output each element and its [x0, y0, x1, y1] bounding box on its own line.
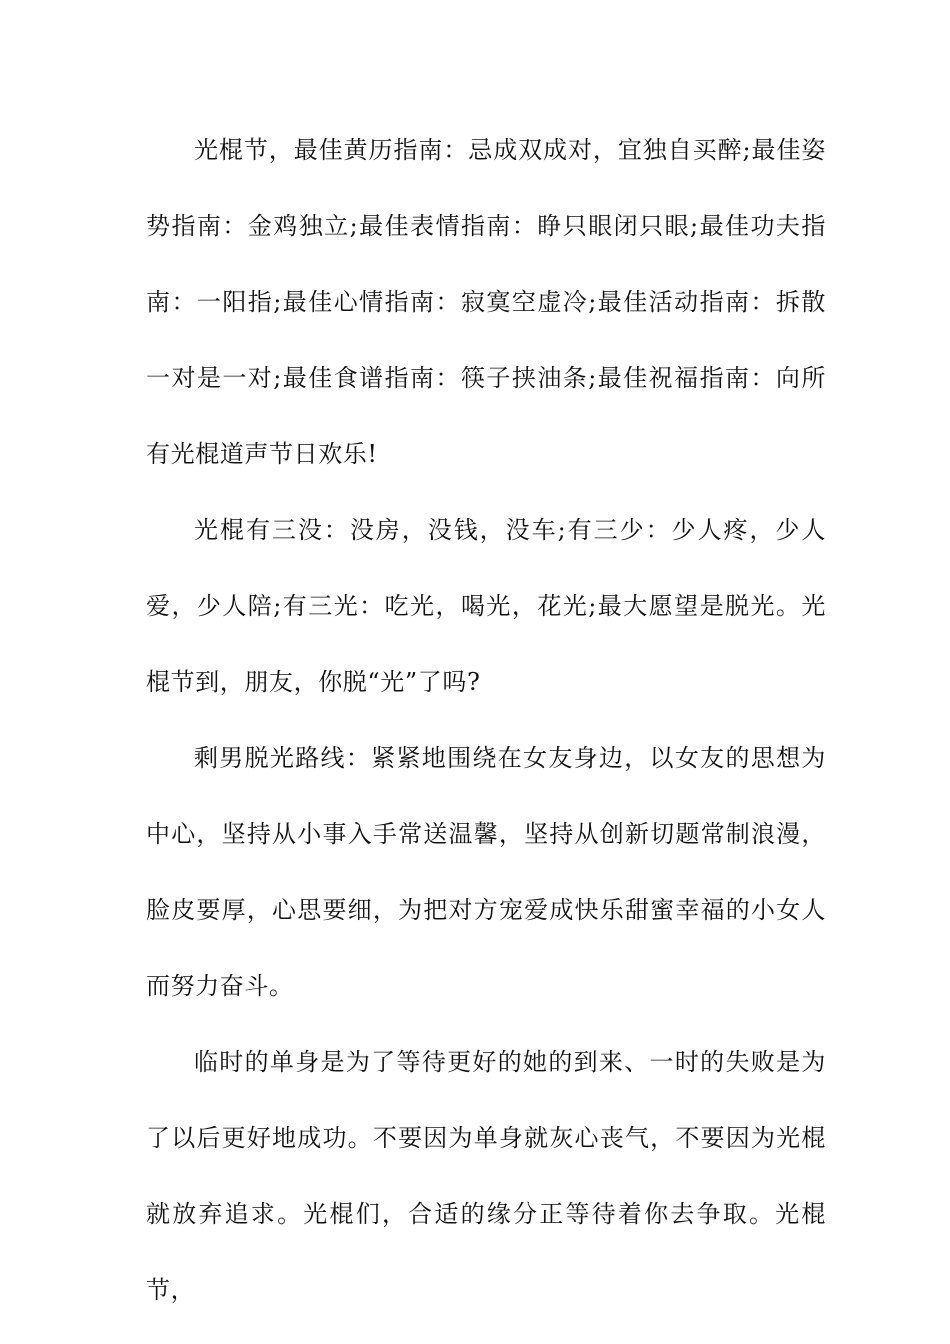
- paragraph-4: 临时的单身是为了等待更好的她的到来、一时的失败是为了以后更好地成功。不要因为单身就灰心丧气，不要因为光棍就放弃追求。光棍们，合适的缘分正等待着你去争取。光棍节，: [146, 1048, 826, 1304]
- paragraph-1: 光棍节，最佳黄历指南：忌成双成对，宜独自买醉;最佳姿势指南：金鸡独立;最佳表情指南：睁只眼闭只眼;最佳功夫指南：一阳指;最佳心情指南：寂寞空虚冷;最佳活动指南：拆散一对是一对;最佳食谱指南：筷子挟油条;最佳祝福指南：向所有光棍道声节日欢乐!: [146, 136, 826, 468]
- paragraph-3: 剩男脱光路线：紧紧地围绕在女友身边，以女友的思想为中心，坚持从小事入手常送温馨，坚持从创新切题常制浪漫，脸皮要厚，心思要细，为把对方宠爱成快乐甜蜜幸福的小女人而努力奋斗。: [146, 744, 826, 1000]
- paragraph-2: 光棍有三没：没房，没钱，没车;有三少：少人疼，少人爱，少人陪;有三光：吃光，喝光，花光;最大愿望是脱光。光棍节到，朋友，你脱“光”了吗?: [146, 516, 826, 696]
- document-body: [146, 112, 826, 1328]
